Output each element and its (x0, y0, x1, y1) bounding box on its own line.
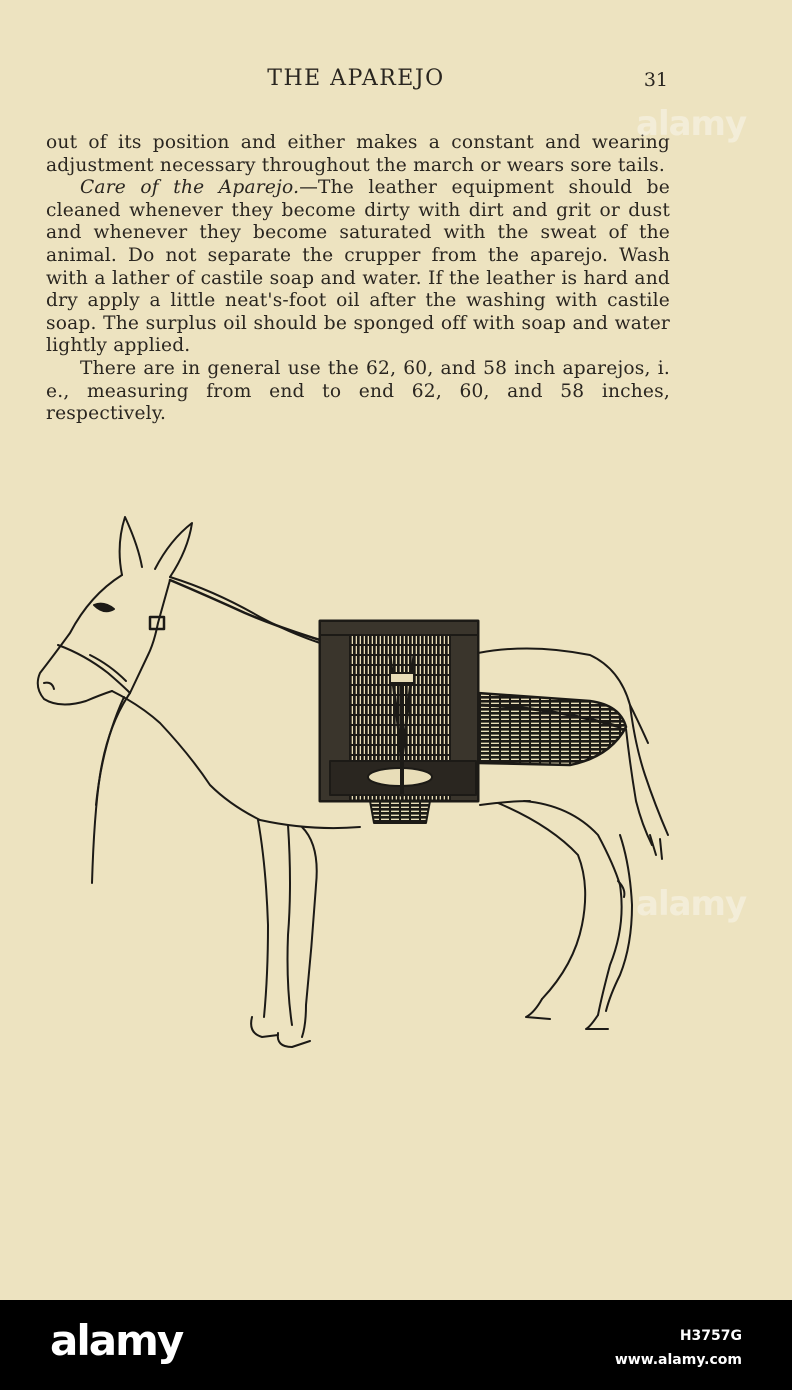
paragraph-2 (46, 177, 670, 358)
alamy-logo: alamy (50, 1316, 183, 1365)
paragraph-3: There are in general use the 62, 60, and 58 inch aparejos, i. e., measuring from end to end 62, 60, and 58 inches, respectively. (46, 357, 670, 425)
mule-illustration (30, 505, 690, 1065)
watermark-middle: alamy (636, 884, 747, 924)
image-credit (615, 1324, 742, 1372)
watermark-top: alamy (636, 104, 747, 144)
running-header (0, 64, 792, 96)
section-heading-care: Care of the Aparejo. (80, 177, 300, 199)
stock-footer-bar (0, 1300, 792, 1390)
paragraph-2-text: —The leather equipment should be cleaned whenever they become dirty with dirt and grit or dust and whenever they become saturated with the sweat of the animal. Do not separate the crupper from the aparejo. Wash with a lather of castile soap and water. If the leather is hard and dry apply a little neat's-foot oil after the washing with castile soap. The surplus oil should be sponged off with soap and water lightly applied. (46, 177, 670, 357)
body-text (46, 132, 670, 426)
image-id: H3757G (679, 1328, 742, 1344)
page-number: 31 (643, 69, 668, 91)
page-title: THE APAREJO (267, 66, 445, 91)
paragraph-1: out of its position and either makes a constant and wearing adjustment necessary throughout the march or wears sore tails. (46, 132, 670, 176)
mule-with-aparejo-icon (30, 505, 690, 1065)
site-link[interactable]: www.alamy.com (614, 1352, 742, 1368)
